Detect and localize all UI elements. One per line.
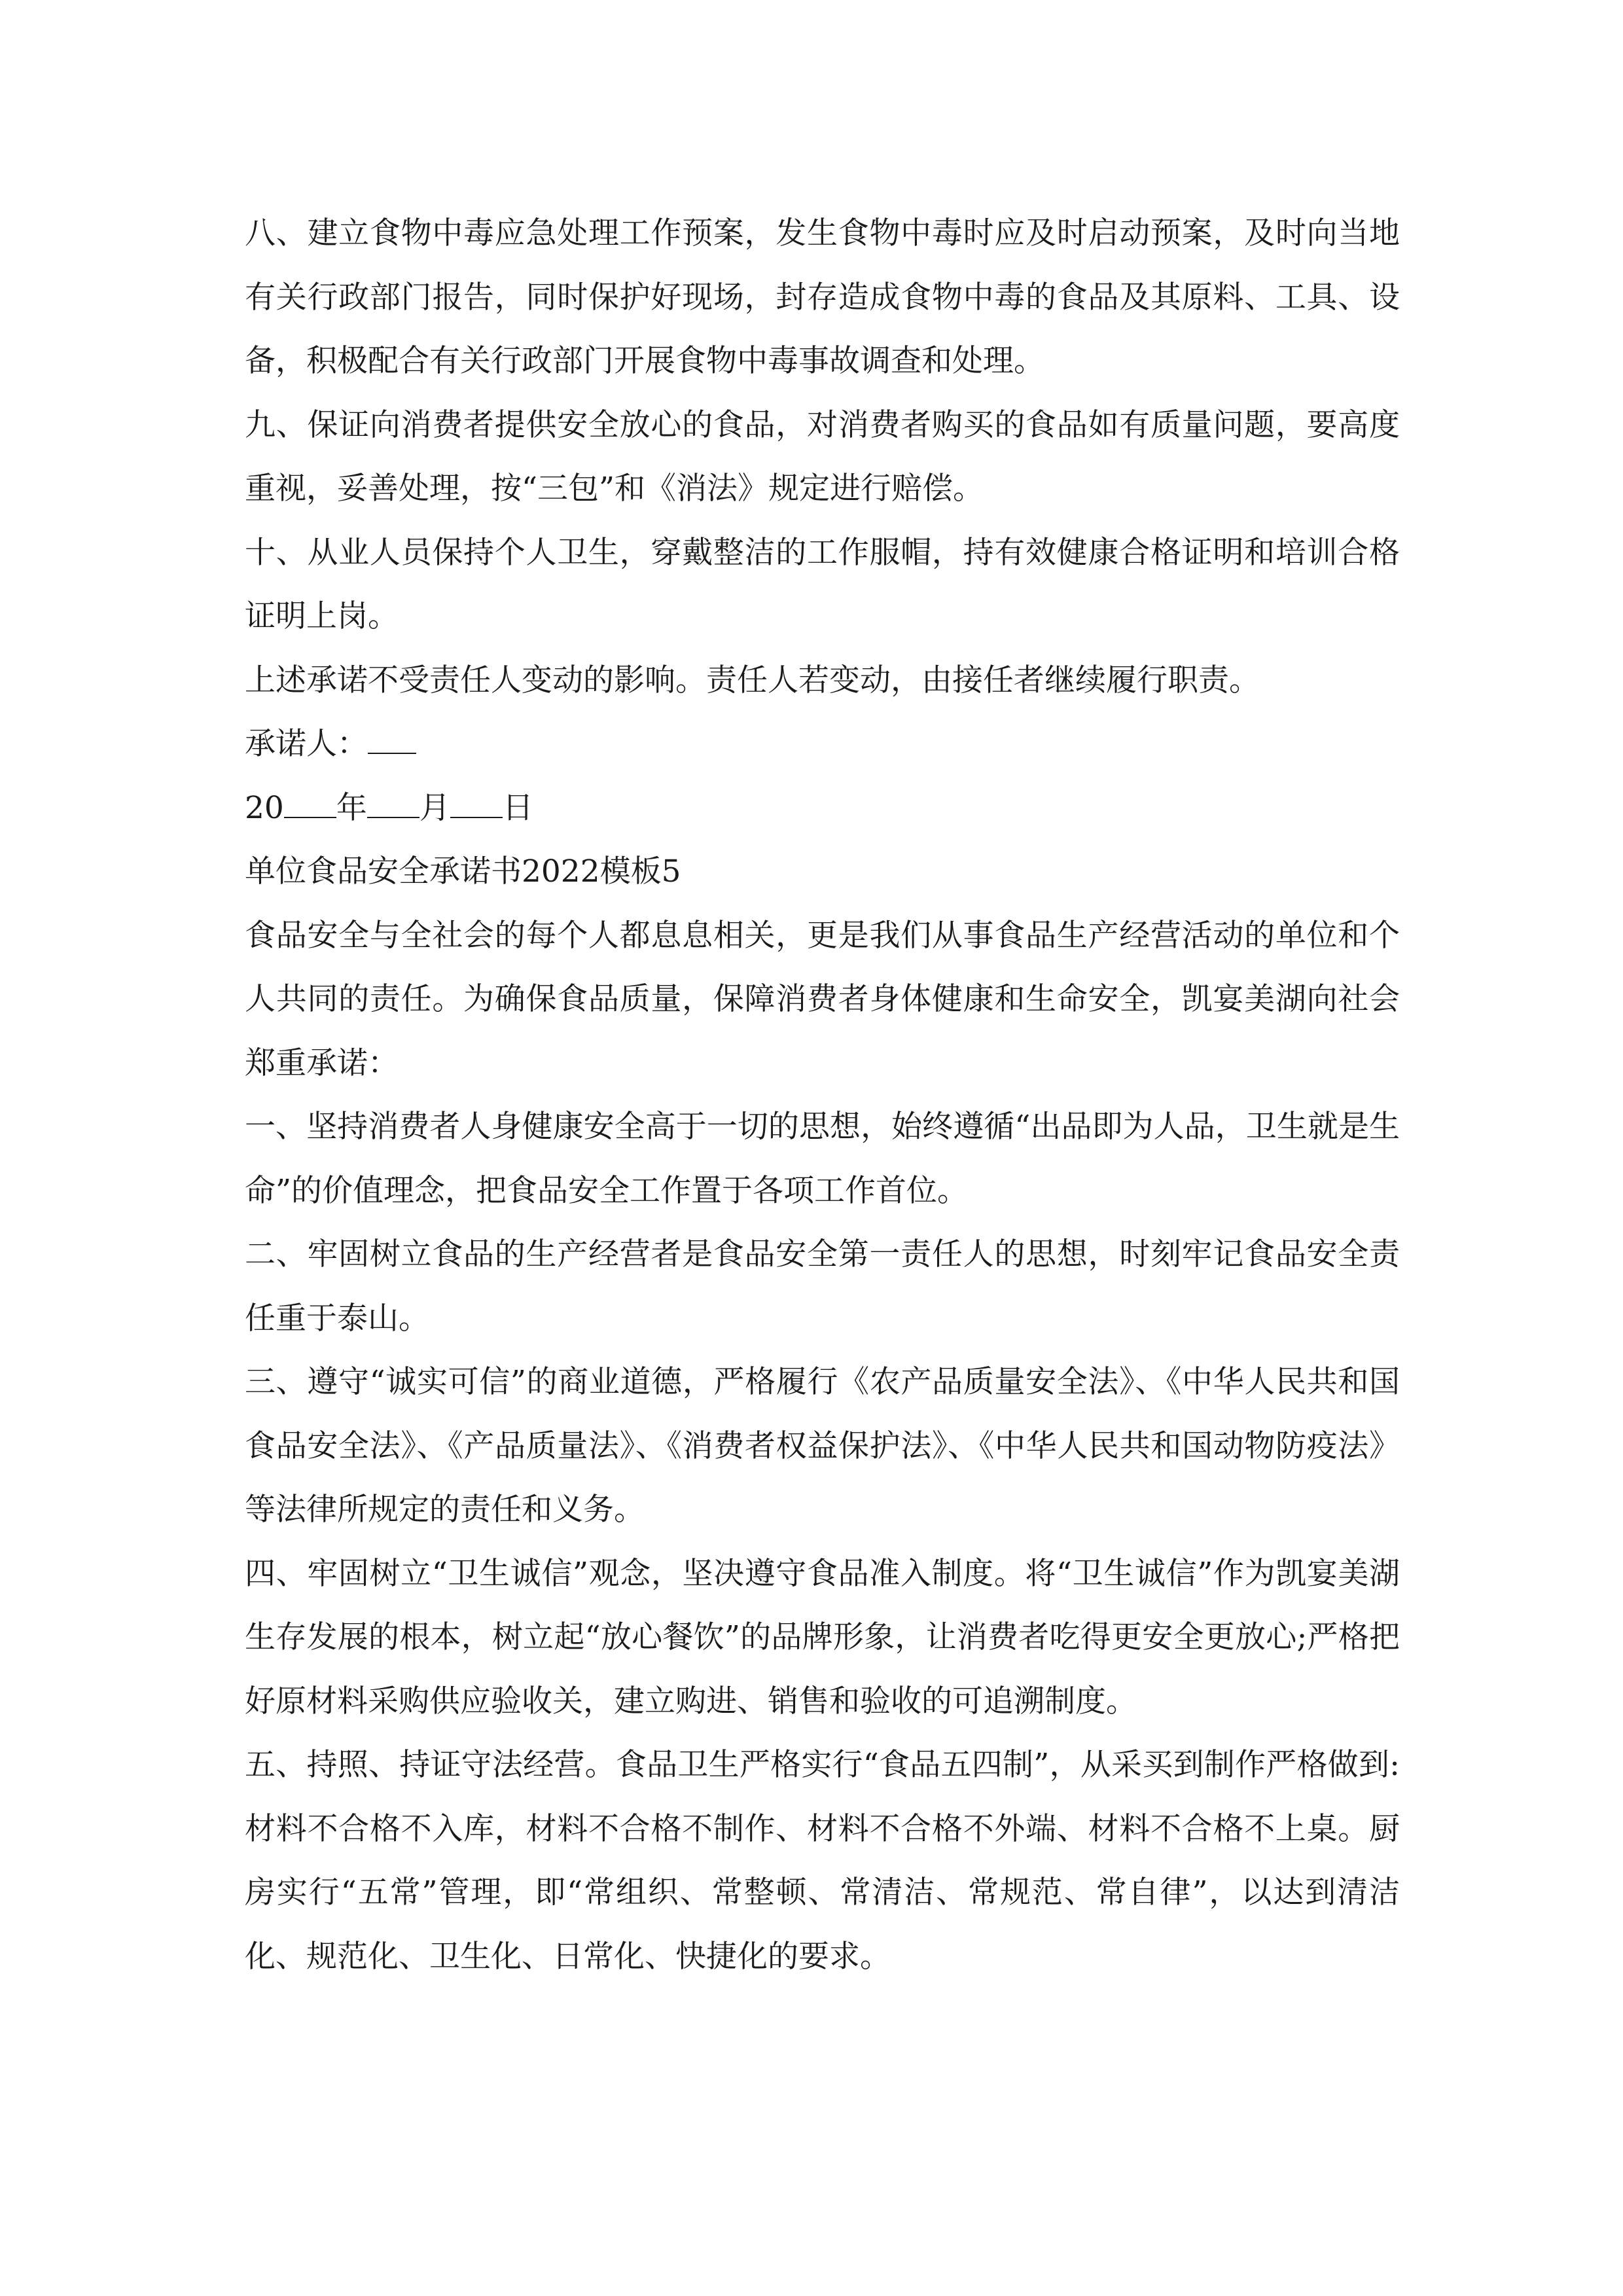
commitment-item-1: 一、坚持消费者人身健康安全高于一切的思想，始终遵循“出品即为人品，卫生就是生命”的价值理念，把食品安全工作置于各项工作首位。	[245, 1109, 1400, 1209]
commitment-item-5: 五、持照、持证守法经营。食品卫生严格实行“食品五四制”，从采买到制作严格做到:材料不合格不入库，材料不合格不制作、材料不合格不外端、材料不合格不上桌。厨房实行“五常”管理，即“常组织、常整顿、常清洁、常规范、常自律”，以达到清洁化、规范化、卫生化、日常化、快捷化的要求。	[245, 1747, 1400, 1975]
year-blank	[284, 788, 336, 818]
document-body	[245, 202, 1400, 1988]
commitment-item-10: 十、从业人员保持个人卫生，穿戴整洁的工作服帽，持有效健康合格证明和培训合格证明上岗。	[245, 534, 1400, 634]
commitment-item-9: 九、保证向消费者提供安全放心的食品，对消费者购买的食品如有质量问题，要高度重视，妥善处理，按“三包”和《消法》规定进行赔偿。	[245, 406, 1400, 507]
date-line	[245, 776, 1400, 840]
date-month-label: 月	[419, 789, 450, 826]
month-blank	[367, 788, 419, 818]
commitment-item-2: 二、牢固树立食品的生产经营者是食品安全第一责任人的思想，时刻牢记食品安全责任重于泰山。	[245, 1236, 1400, 1336]
day-blank	[450, 788, 503, 818]
intro-paragraph: 食品安全与全社会的每个人都息息相关，更是我们从事食品生产经营活动的单位和个人共同的责任。为确保食品质量，保障消费者身体健康和生命安全，凯宴美湖向社会郑重承诺：	[245, 917, 1400, 1081]
closing-statement: 上述承诺不受责任人变动的影响。责任人若变动，由接任者继续履行职责。	[245, 662, 1260, 698]
commitment-item-3: 三、遵守“诚实可信”的商业道德，严格履行《农产品质量安全法》、《中华人民共和国食品安全法》、《产品质量法》、《消费者权益保护法》、《中华人民共和国动物防疫法》等法律所规定的责任和义务。	[245, 1364, 1400, 1528]
date-day-label: 日	[502, 789, 533, 826]
signature-blank	[368, 724, 416, 754]
commitment-item-8: 八、建立食物中毒应急处理工作预案，发生食物中毒时应及时启动预案，及时向当地有关行政部门报告，同时保护好现场，封存造成食物中毒的食品及其原料、工具、设备，积极配合有关行政部门开展食物中毒事故调查和处理。	[245, 215, 1400, 379]
commitment-item-4: 四、牢固树立“卫生诚信”观念，坚决遵守食品准入制度。将“卫生诚信”作为凯宴美湖生存发展的根本，树立起“放心餐饮”的品牌形象，让消费者吃得更安全更放心;严格把好原材料采购供应验收关，建立购进、销售和验收的可追溯制度。	[245, 1555, 1400, 1719]
signature-label: 承诺人：	[245, 726, 368, 762]
date-year-prefix: 20	[245, 789, 284, 826]
signature-line	[245, 712, 1400, 776]
section-title: 单位食品安全承诺书2022模板5	[245, 853, 681, 889]
date-year-label: 年	[336, 789, 367, 826]
